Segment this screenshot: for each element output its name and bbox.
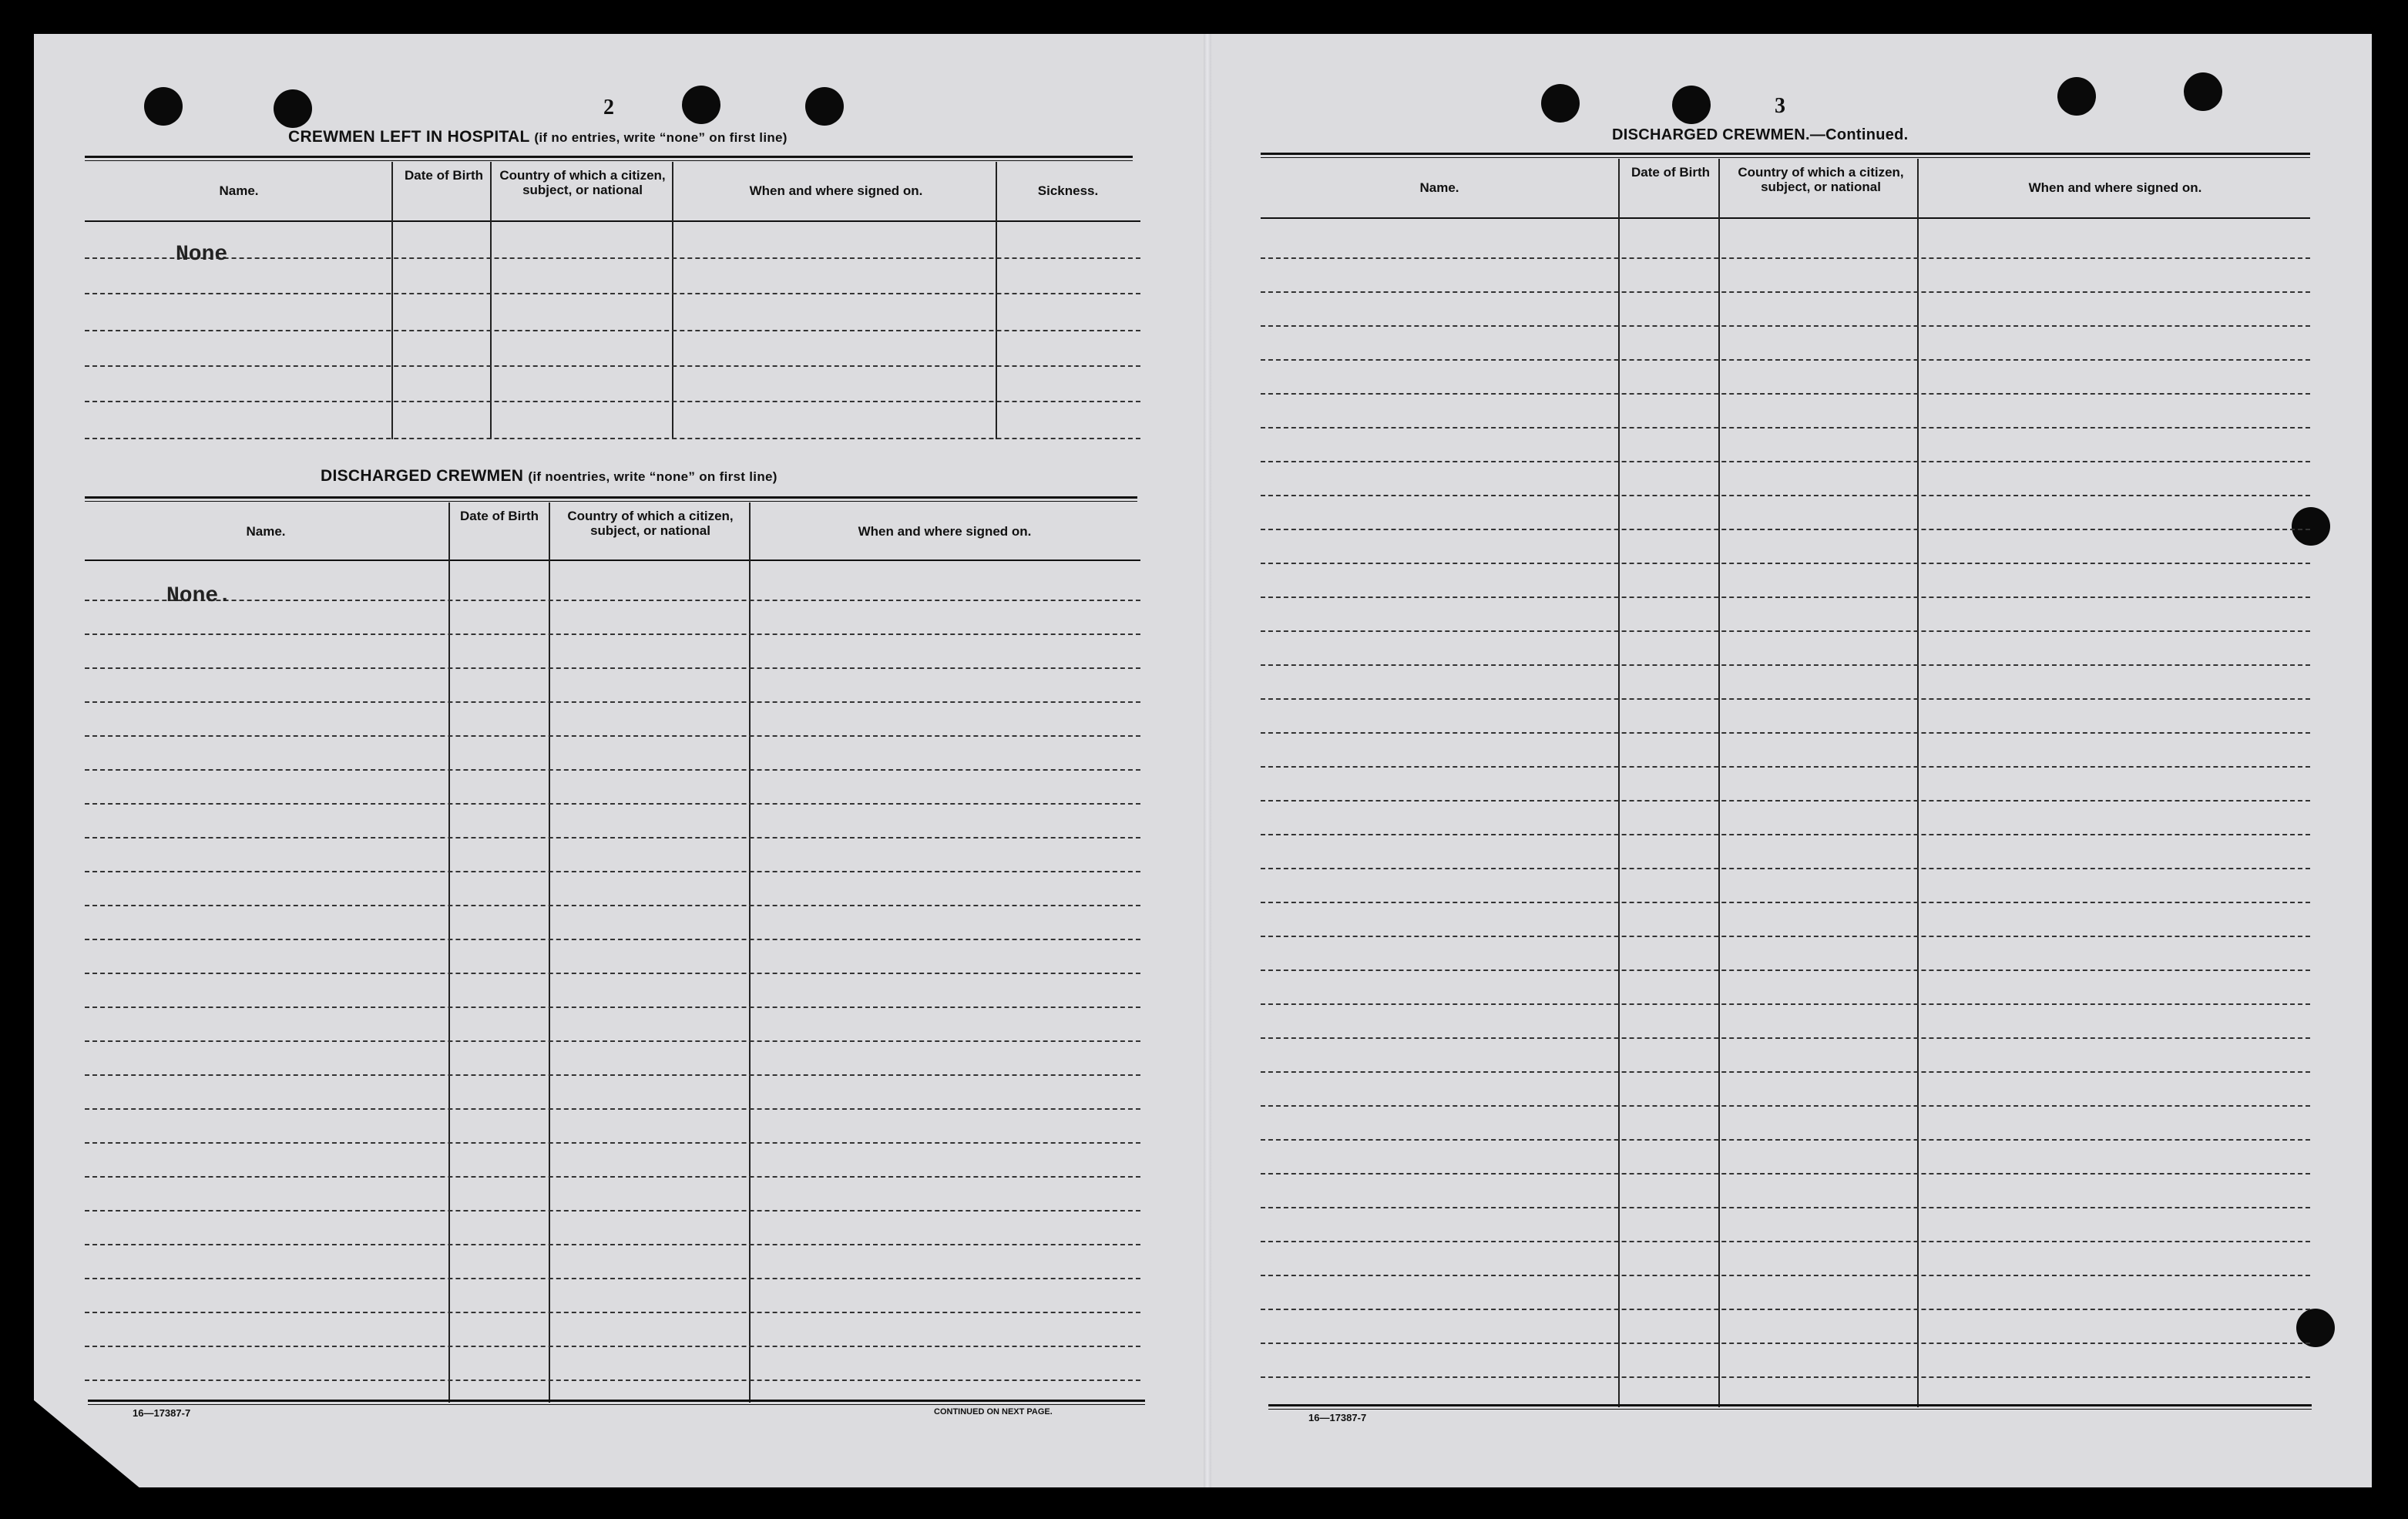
entry-line <box>85 1244 1140 1245</box>
col-signed-on: When and where signed on. <box>749 183 923 198</box>
entry-line <box>1261 393 2310 395</box>
entry-line <box>85 667 1140 669</box>
entry-line <box>85 633 1140 635</box>
hospital-title-text: CREWMEN LEFT IN HOSPITAL <box>288 128 530 146</box>
punch-hole <box>274 89 312 128</box>
hospital-header-line <box>85 220 1140 222</box>
col-divider <box>490 162 492 439</box>
entry-line <box>85 803 1140 805</box>
entry-line <box>85 1176 1140 1178</box>
entry-line <box>85 1312 1140 1313</box>
col-divider <box>749 502 751 1403</box>
entry-line <box>85 1278 1140 1279</box>
discharged-title-text: DISCHARGED CREWMEN <box>321 467 524 485</box>
entry-line <box>1261 1343 2310 1344</box>
entry-line <box>1261 597 2310 598</box>
hospital-first-entry: None <box>176 243 228 267</box>
entry-line <box>85 1142 1140 1144</box>
col-divider <box>1718 159 1720 1407</box>
hospital-section-title <box>288 128 788 146</box>
entry-line <box>1261 427 2310 428</box>
entry-line <box>1261 800 2310 802</box>
col-name: Name. <box>246 524 286 539</box>
entry-line <box>1261 630 2310 632</box>
right-bottom-rule <box>1268 1404 2312 1410</box>
entry-line <box>85 600 1140 601</box>
page-number: 3 <box>1775 94 1785 118</box>
punch-hole <box>1541 84 1580 123</box>
entry-line <box>85 438 1140 439</box>
entry-line <box>1261 766 2310 768</box>
entry-line <box>1261 1105 2310 1107</box>
entry-line <box>1261 563 2310 564</box>
entry-line <box>1261 970 2310 971</box>
discharged-header-line <box>85 560 1140 561</box>
col-divider <box>1618 159 1620 1407</box>
entry-line <box>1261 834 2310 835</box>
entry-line <box>1261 1309 2310 1310</box>
punch-hole <box>805 87 844 126</box>
entry-line <box>85 1108 1140 1110</box>
entry-line <box>1261 461 2310 462</box>
col-country: Country of which a citizen, subject, or national <box>499 168 666 197</box>
discharged-top-rule <box>85 496 1137 502</box>
entry-line <box>1261 1173 2310 1175</box>
col-divider <box>996 162 997 439</box>
punch-hole <box>2296 1309 2335 1347</box>
entry-line <box>85 905 1140 906</box>
form-number: 16—17387-7 <box>133 1407 191 1419</box>
col-name: Name. <box>1419 180 1459 195</box>
entry-line <box>1261 936 2310 937</box>
col-name: Name. <box>219 183 259 198</box>
discharged-instruction: (if noentries, write “none” on first line) <box>528 469 777 484</box>
entry-line <box>1261 1275 2310 1276</box>
entry-line <box>85 1007 1140 1008</box>
right-header-line <box>1261 217 2310 219</box>
entry-line <box>85 365 1140 367</box>
entry-line <box>1261 1071 2310 1073</box>
punch-hole <box>1672 86 1711 124</box>
discharged-first-entry: None. <box>166 584 232 608</box>
entry-line <box>85 293 1140 294</box>
entry-line <box>1261 698 2310 700</box>
hospital-instruction: (if no entries, write “none” on first line) <box>534 130 788 145</box>
entry-line <box>85 330 1140 331</box>
col-signed-on: When and where signed on. <box>2028 180 2202 195</box>
punch-hole <box>2292 507 2330 546</box>
entry-line <box>1261 868 2310 869</box>
entry-line <box>85 1210 1140 1212</box>
entry-line <box>85 1346 1140 1347</box>
entry-line <box>85 1040 1140 1042</box>
document-sheet <box>34 34 2372 1487</box>
entry-line <box>1261 664 2310 666</box>
col-divider <box>448 502 450 1403</box>
hospital-top-rule <box>85 156 1133 161</box>
entry-line <box>85 701 1140 703</box>
page-number: 2 <box>603 96 614 119</box>
entry-line <box>1261 529 2310 530</box>
col-dob: Date of Birth <box>1631 165 1710 180</box>
entry-line <box>85 735 1140 737</box>
col-dob: Date of Birth <box>460 509 539 523</box>
entry-line <box>85 401 1140 402</box>
entry-line <box>1261 257 2310 259</box>
entry-line <box>1261 1376 2310 1378</box>
entry-line <box>85 1380 1140 1381</box>
entry-line <box>1261 732 2310 734</box>
col-divider <box>549 502 550 1403</box>
col-signed-on: When and where signed on. <box>858 524 1032 539</box>
entry-line <box>1261 325 2310 327</box>
right-top-rule <box>1261 153 2310 158</box>
page-fold <box>1204 34 1211 1487</box>
col-dob: Date of Birth <box>405 168 483 183</box>
punch-hole <box>144 87 183 126</box>
entry-line <box>85 1074 1140 1076</box>
punch-hole <box>682 86 720 124</box>
continued-note: CONTINUED ON NEXT PAGE. <box>934 1407 1053 1417</box>
punch-hole <box>2057 77 2096 116</box>
entry-line <box>1261 1003 2310 1005</box>
col-sickness: Sickness. <box>1037 183 1099 198</box>
discharged-section-title <box>321 467 777 486</box>
entry-line <box>1261 1241 2310 1242</box>
col-divider <box>391 162 393 439</box>
col-country: Country of which a citizen, subject, or national <box>1738 165 1904 194</box>
entry-line <box>85 939 1140 940</box>
entry-line <box>85 769 1140 771</box>
punch-hole <box>2184 72 2222 111</box>
entry-line <box>1261 291 2310 293</box>
entry-line <box>1261 1139 2310 1141</box>
entry-line <box>1261 495 2310 496</box>
col-divider <box>672 162 673 439</box>
entry-line <box>1261 1207 2310 1208</box>
entry-line <box>1261 359 2310 361</box>
entry-line <box>85 257 1140 259</box>
col-country: Country of which a citizen, subject, or national <box>567 509 734 538</box>
entry-line <box>85 871 1140 872</box>
entry-line <box>1261 1037 2310 1039</box>
entry-line <box>85 973 1140 974</box>
right-section-title: DISCHARGED CREWMEN.—Continued. <box>1612 126 1909 143</box>
discharged-bottom-rule <box>88 1400 1145 1405</box>
entry-line <box>1261 902 2310 903</box>
form-number: 16—17387-7 <box>1308 1412 1367 1423</box>
entry-line <box>85 837 1140 838</box>
col-divider <box>1917 159 1919 1407</box>
